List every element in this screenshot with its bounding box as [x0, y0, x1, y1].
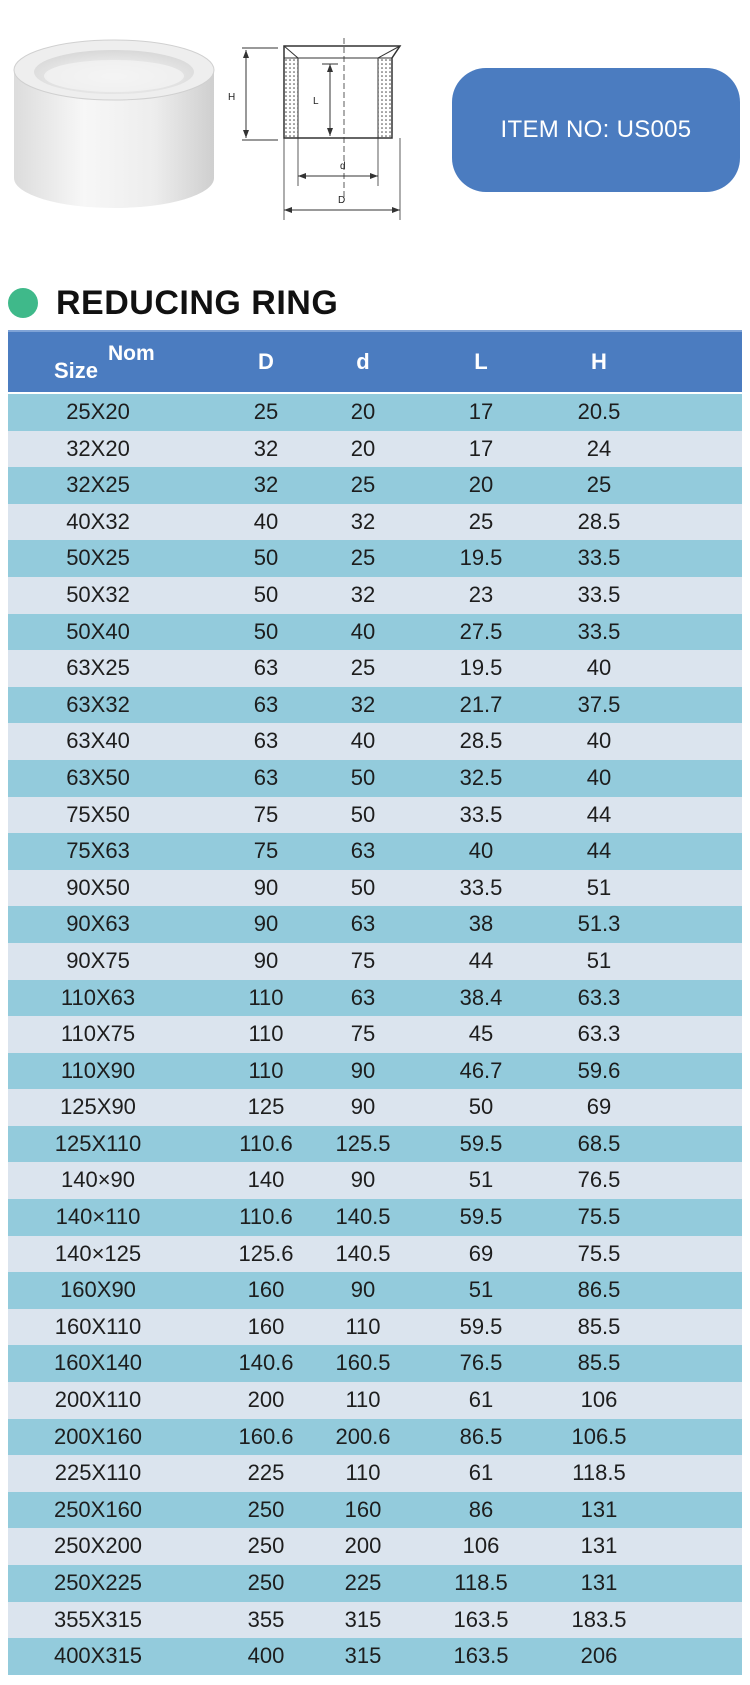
table-cell: 19.5 — [459, 655, 503, 681]
table-cell: 110 — [345, 1460, 381, 1486]
table-cell: 25 — [350, 545, 376, 571]
table-cell: 160.5 — [335, 1350, 391, 1376]
table-cell: 63 — [253, 764, 279, 790]
table-cell: 90X75 — [66, 947, 130, 973]
table-row — [8, 1419, 742, 1456]
table-cell: 75 — [350, 1021, 376, 1047]
table-cell: 46.7 — [459, 1057, 503, 1083]
table-cell: 32 — [253, 435, 279, 461]
table-row — [8, 1016, 742, 1053]
table-cell: 315 — [344, 1606, 382, 1632]
table-cell: 50X40 — [66, 618, 130, 644]
table-row — [8, 723, 742, 760]
table-cell: 106.5 — [571, 1423, 627, 1449]
table-cell: 19.5 — [459, 545, 503, 571]
table-cell: 63X25 — [66, 655, 130, 681]
table-cell: 225X110 — [54, 1460, 142, 1486]
table-cell: 400 — [247, 1643, 285, 1669]
table-cell: 61 — [468, 1460, 494, 1486]
table-cell: 106 — [462, 1533, 500, 1559]
table-row — [8, 1126, 742, 1163]
table-cell: 50 — [253, 545, 279, 571]
header-col-H: H — [591, 349, 607, 374]
table-cell: 32 — [350, 508, 376, 534]
table-row — [8, 906, 742, 943]
table-cell: 33.5 — [577, 545, 621, 571]
table-cell: 23 — [468, 581, 494, 607]
table-cell: 38 — [468, 911, 494, 937]
table-cell: 50 — [350, 801, 376, 827]
table-cell: 59.5 — [459, 1204, 503, 1230]
table-cell: 200 — [344, 1533, 382, 1559]
table-cell: 37.5 — [577, 691, 621, 717]
table-row — [8, 1089, 742, 1126]
table-cell: 59.5 — [459, 1130, 503, 1156]
table-cell: 163.5 — [453, 1606, 509, 1632]
header-col-d: d — [356, 349, 370, 374]
table-cell: 250 — [247, 1496, 285, 1522]
table-row — [8, 1638, 742, 1675]
table-cell: 33.5 — [577, 618, 621, 644]
table-cell: 250 — [247, 1533, 285, 1559]
table-row — [8, 1455, 742, 1492]
reducing-ring-photo — [8, 30, 220, 230]
table-cell: 118.5 — [572, 1460, 626, 1486]
table-cell: 50 — [253, 581, 279, 607]
table-row — [8, 1272, 742, 1309]
table-row — [8, 1492, 742, 1529]
table-row — [8, 1053, 742, 1090]
table-cell: 75.5 — [577, 1240, 621, 1266]
table-cell: 63X32 — [66, 691, 130, 717]
table-cell: 33.5 — [459, 874, 503, 900]
table-cell: 225 — [344, 1570, 382, 1595]
table-cell: 90X63 — [66, 911, 130, 937]
table-cell: 69 — [586, 1094, 612, 1120]
table-cell: 40 — [468, 838, 494, 864]
table-cell: 63X50 — [66, 764, 130, 790]
table-cell: 90 — [253, 911, 279, 937]
table-cell: 44 — [586, 838, 612, 864]
table-cell: 50X25 — [66, 545, 130, 571]
table-cell: 400X315 — [53, 1643, 143, 1669]
table-cell: 59.5 — [459, 1313, 503, 1339]
table-cell: 110 — [248, 984, 284, 1010]
table-row — [8, 980, 742, 1017]
table-row — [8, 760, 742, 797]
table-cell: 50 — [253, 618, 279, 644]
table-cell: 90 — [253, 947, 279, 973]
table-cell: 160 — [344, 1496, 382, 1522]
table-cell: 250 — [247, 1570, 285, 1595]
table-cell: 140×125 — [54, 1240, 142, 1266]
table-cell: 75 — [253, 801, 279, 827]
header-col-D: D — [258, 349, 274, 374]
table-cell: 160X140 — [53, 1350, 143, 1376]
table-cell: 110.6 — [239, 1130, 293, 1156]
table-cell: 28.5 — [577, 508, 621, 534]
table-cell: 63 — [350, 911, 376, 937]
table-row — [8, 943, 742, 980]
table-cell: 140.5 — [335, 1204, 391, 1230]
table-cell: 250X225 — [53, 1570, 143, 1595]
table-cell: 110 — [345, 1387, 381, 1413]
table-cell: 51 — [468, 1167, 494, 1193]
item-number-badge — [452, 68, 740, 192]
table-cell: 110X90 — [60, 1057, 136, 1083]
table-cell: 32X25 — [66, 472, 130, 498]
table-cell: 315 — [344, 1643, 382, 1669]
table-cell: 131 — [580, 1533, 618, 1559]
table-cell: 86.5 — [459, 1423, 503, 1449]
dim-label-d-small: d — [340, 161, 346, 172]
table-cell: 200 — [247, 1387, 285, 1413]
table-row — [8, 504, 742, 541]
table-cell: 50X32 — [66, 581, 130, 607]
table-cell: 90 — [253, 874, 279, 900]
table-cell: 125X110 — [54, 1130, 142, 1156]
table-cell: 140×90 — [60, 1167, 136, 1193]
table-row — [8, 577, 742, 614]
table-cell: 32.5 — [459, 764, 503, 790]
table-cell: 160 — [247, 1313, 285, 1339]
table-row — [8, 1309, 742, 1346]
table-cell: 40 — [253, 508, 279, 534]
table-cell: 106 — [580, 1387, 618, 1413]
table-cell: 68.5 — [577, 1130, 621, 1156]
table-cell: 63 — [253, 691, 279, 717]
table-cell: 125 — [247, 1094, 285, 1120]
table-cell: 118.5 — [454, 1570, 508, 1595]
table-cell: 160X90 — [60, 1277, 136, 1303]
table-cell: 40 — [350, 728, 376, 754]
table-cell: 250X200 — [53, 1533, 143, 1559]
table-cell: 25 — [350, 472, 376, 498]
table-cell: 44 — [468, 947, 494, 973]
table-cell: 75X50 — [66, 801, 130, 827]
table-cell: 63X40 — [66, 728, 130, 754]
table-cell: 33.5 — [459, 801, 503, 827]
table-cell: 131 — [580, 1496, 618, 1522]
table-cell: 61 — [468, 1387, 494, 1413]
table-cell: 90 — [350, 1057, 376, 1083]
table-cell: 85.5 — [577, 1350, 621, 1376]
table-cell: 63.3 — [577, 1021, 621, 1047]
table-cell: 125X90 — [60, 1094, 136, 1120]
table-cell: 355X315 — [53, 1606, 143, 1632]
table-cell: 200.6 — [335, 1423, 391, 1449]
table-cell: 160 — [247, 1277, 285, 1303]
table-cell: 140.6 — [238, 1350, 294, 1376]
dim-label-l: L — [313, 96, 319, 107]
table-cell: 90 — [350, 1094, 376, 1120]
table-row — [8, 870, 742, 907]
table-cell: 32 — [350, 691, 376, 717]
table-cell: 125.5 — [335, 1130, 391, 1156]
table-cell: 17 — [468, 399, 494, 424]
table-row — [8, 467, 742, 504]
table-cell: 75 — [350, 947, 376, 973]
table-row — [8, 687, 742, 724]
table-cell: 63 — [253, 655, 279, 681]
table-cell: 51 — [586, 874, 612, 900]
table-row — [8, 614, 742, 651]
table-cell: 40 — [586, 764, 612, 790]
section-title-row — [8, 280, 338, 326]
table-cell: 40 — [586, 655, 612, 681]
table-cell: 110X75 — [60, 1021, 136, 1047]
table-cell: 140.5 — [335, 1240, 391, 1266]
table-row — [8, 1345, 742, 1382]
table-cell: 131 — [580, 1570, 618, 1595]
table-cell: 86 — [468, 1496, 494, 1522]
table-cell: 40 — [586, 728, 612, 754]
table-cell: 125.6 — [238, 1240, 294, 1266]
table-cell: 25 — [586, 472, 612, 498]
table-cell: 28.5 — [459, 728, 503, 754]
table-cell: 200X110 — [54, 1387, 142, 1413]
table-cell: 21.7 — [459, 691, 503, 717]
product-header — [0, 0, 750, 250]
table-cell: 75 — [253, 838, 279, 864]
table-cell: 20.5 — [577, 399, 621, 424]
table-cell: 51 — [468, 1277, 494, 1303]
table-cell: 50 — [350, 764, 376, 790]
table-cell: 51 — [586, 947, 612, 973]
table-cell: 33.5 — [577, 581, 621, 607]
table-cell: 25 — [253, 399, 279, 424]
table-cell: 38.4 — [459, 984, 503, 1010]
table-cell: 50 — [350, 874, 376, 900]
table-cell: 110.6 — [239, 1204, 293, 1230]
table-cell: 110 — [248, 1021, 284, 1047]
table-cell: 40X32 — [66, 508, 130, 534]
table-cell: 85.5 — [577, 1313, 621, 1339]
table-cell: 45 — [468, 1021, 494, 1047]
table-row — [8, 1602, 742, 1639]
dim-label-h: H — [228, 92, 236, 103]
dim-label-d-big: D — [338, 195, 346, 206]
table-cell: 44 — [586, 801, 612, 827]
table-cell: 63 — [350, 984, 376, 1010]
table-cell: 86.5 — [577, 1277, 621, 1303]
table-cell: 32X20 — [66, 435, 130, 461]
green-dot-icon — [8, 288, 38, 318]
table-cell: 51.3 — [577, 911, 621, 937]
table-body — [8, 394, 742, 1675]
table-cell: 63.3 — [577, 984, 621, 1010]
table-cell: 24 — [586, 435, 612, 461]
item-number-text: ITEM NO: US005 — [500, 116, 692, 143]
table-cell: 75X63 — [66, 838, 130, 864]
table-cell: 69 — [468, 1240, 494, 1266]
table-cell: 20 — [350, 435, 376, 461]
table-row — [8, 1236, 742, 1273]
table-cell: 110X63 — [60, 984, 136, 1010]
table-row — [8, 797, 742, 834]
table-cell: 160.6 — [238, 1423, 294, 1449]
table-cell: 40 — [350, 618, 376, 644]
table-row — [8, 540, 742, 577]
table-row — [8, 1199, 742, 1236]
table-row — [8, 394, 742, 431]
table-cell: 90 — [350, 1167, 376, 1193]
table-cell: 17 — [468, 435, 494, 461]
header-nom: Nom — [108, 342, 155, 365]
table-cell: 225 — [247, 1460, 285, 1486]
table-cell: 76.5 — [577, 1167, 621, 1193]
table-cell: 63 — [253, 728, 279, 754]
table-row — [8, 650, 742, 687]
table-cell: 25 — [350, 655, 376, 681]
table-row — [8, 431, 742, 468]
table-cell: 250X160 — [53, 1496, 143, 1522]
table-cell: 25 — [468, 508, 494, 534]
table-cell: 20 — [350, 399, 376, 424]
table-cell: 140 — [247, 1167, 285, 1193]
table-cell: 90 — [350, 1277, 376, 1303]
table-cell: 90X50 — [66, 874, 130, 900]
table-row — [8, 1382, 742, 1419]
table-cell: 183.5 — [571, 1606, 627, 1632]
table-cell: 76.5 — [459, 1350, 503, 1376]
spec-table — [8, 330, 742, 1675]
table-cell: 32 — [350, 581, 376, 607]
table-cell: 355 — [247, 1606, 285, 1632]
table-row — [8, 1528, 742, 1565]
table-cell: 32 — [253, 472, 279, 498]
table-cell: 20 — [468, 472, 494, 498]
table-cell: 27.5 — [459, 618, 503, 644]
table-cell: 140×110 — [55, 1204, 141, 1230]
header-size: Size — [54, 358, 99, 383]
table-row — [8, 833, 742, 870]
table-header — [8, 330, 742, 392]
table-cell: 160X110 — [54, 1313, 142, 1339]
table-cell: 206 — [580, 1643, 618, 1669]
table-row — [8, 1162, 742, 1199]
table-cell: 59.6 — [577, 1057, 621, 1083]
table-cell: 110 — [345, 1313, 381, 1339]
table-cell: 25X20 — [66, 399, 130, 424]
table-cell: 110 — [248, 1057, 284, 1083]
header-col-L: L — [474, 349, 488, 374]
table-cell: 200X160 — [53, 1423, 143, 1449]
table-cell: 63 — [350, 838, 376, 864]
table-cell: 163.5 — [453, 1643, 509, 1669]
section-title: REDUCING RING — [56, 283, 339, 322]
dimension-drawing — [228, 38, 440, 238]
table-row — [8, 1565, 742, 1602]
table-cell: 75.5 — [577, 1204, 621, 1230]
table-cell: 50 — [468, 1094, 494, 1120]
